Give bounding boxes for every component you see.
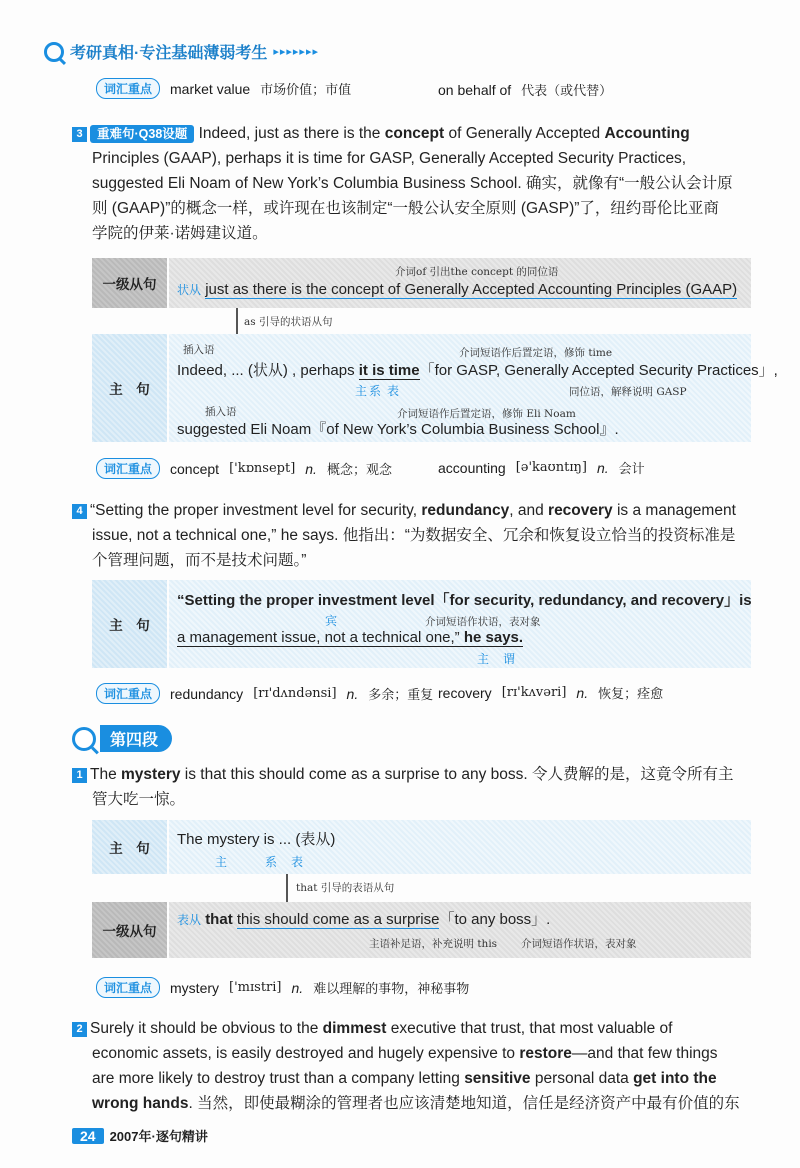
sentence-number: 1 — [72, 768, 87, 783]
sentence-2 — [72, 1016, 762, 1116]
text: Indeed, just as there is the — [198, 125, 385, 142]
text: , and — [509, 502, 549, 519]
clause-line — [177, 629, 523, 646]
keyword: Accounting — [604, 125, 690, 142]
vocab-tag: 词汇重点 — [96, 977, 160, 998]
vocab-line-2 — [96, 458, 392, 479]
connector-line — [286, 874, 288, 902]
text-line: 则 (GAAP)”的概念一样，或许现在也该制定“一般公认安全原则 (GASP)”了，纽约哥伦比亚商 — [92, 200, 719, 217]
text-line: issue, not a technical one,” he says. 他指出：“为数据安全、冗余和恢复设立恰当的投资标准是 — [92, 527, 736, 544]
clause-label: 一级从句 — [92, 258, 167, 308]
text: 「to any boss」. — [439, 911, 551, 928]
vocab-tag: 词汇重点 — [96, 78, 160, 99]
text: “Setting the proper investment level for security, — [90, 502, 422, 519]
text-line: suggested Eli Noam of New York’s Columbia Business School. 确实，就像有“一般公认会计原 — [92, 175, 733, 192]
text: personal data — [530, 1070, 634, 1087]
vocab-line-3b — [438, 683, 663, 702]
core-phrase: he says. — [463, 629, 524, 646]
vocab-word: on behalf of — [438, 81, 512, 98]
clause-line: The mystery is ... (表从) — [177, 831, 336, 848]
sentence-number: 4 — [72, 504, 87, 519]
annotation: 介词短语作后置定语，修饰 time — [459, 347, 613, 359]
annotation: 介词短语作状语，表对象 — [425, 616, 541, 628]
clause-tag: 表从 — [177, 913, 202, 927]
vocab-def: 难以理解的事物，神秘事物 — [313, 982, 470, 997]
section-heading — [72, 725, 172, 752]
clause-label: 一级从句 — [92, 902, 167, 958]
text: . 当然，即使最糊涂的管理者也应该清楚地知道，信任是经济资产中最有价值的东 — [188, 1095, 740, 1112]
vocab-def: 市场价值；市值 — [260, 83, 352, 98]
difficulty-flag: 重难句·Q38设题 — [90, 125, 194, 143]
page-number: 24 — [72, 1128, 104, 1144]
vocab-word: market value — [170, 80, 251, 97]
vocab-tag: 词汇重点 — [96, 458, 160, 479]
vocab-def: 恢复；痊愈 — [598, 687, 664, 702]
vocab-word: accounting — [438, 459, 506, 476]
text-line: 管大吃一惊。 — [92, 791, 186, 808]
grammar-label: 宾 — [325, 614, 338, 628]
phonetic: [rɪ'kʌvəri] — [501, 685, 567, 700]
clause-content — [169, 820, 751, 874]
grammar-label: 表 — [291, 855, 304, 869]
clause-content — [169, 580, 751, 668]
annotation: 同位语，解释说明 GASP — [569, 386, 687, 398]
core-phrase: this should come as a surprise — [236, 911, 440, 928]
annotation: 插入语 — [205, 406, 237, 418]
text: Surely it should be obvious to the — [90, 1020, 323, 1037]
grammar-label: 主 — [355, 384, 368, 398]
search-logo-icon — [72, 727, 96, 751]
grammar-label: 系 — [265, 855, 278, 869]
vocab-word: concept — [170, 460, 220, 477]
sentence-4 — [72, 498, 762, 573]
grammar-label: 系 — [369, 384, 382, 398]
text-line: 个管理问题，而不是技术问题。” — [92, 552, 307, 569]
sentence-number: 2 — [72, 1022, 87, 1037]
keyword: concept — [384, 125, 445, 142]
clause-content — [169, 334, 778, 442]
connector-line — [236, 308, 238, 334]
keyword: restore — [519, 1045, 572, 1062]
grammar-label: 谓 — [503, 652, 516, 666]
core-phrase: it is time — [358, 362, 420, 379]
text: 「for GASP, Generally Accepted Security Practices」, — [419, 362, 778, 379]
page-footer — [72, 1126, 208, 1145]
phonetic: ['kɒnsept] — [229, 461, 296, 476]
search-logo-icon — [44, 42, 64, 62]
clause-text: just as there is the concept of Generally Accepted Accounting Principles (GAAP) — [205, 281, 738, 298]
phonetic: ['mɪstri] — [229, 980, 282, 995]
phonetic: [rɪ'dʌndənsi] — [253, 686, 337, 701]
vocab-tag: 词汇重点 — [96, 683, 160, 704]
part-of-speech: n. — [291, 979, 304, 996]
text: are more likely to destroy trust than a company letting — [92, 1070, 465, 1087]
annotation: 介词短语作状语，表对象 — [521, 938, 637, 950]
text: of Generally Accepted — [444, 125, 605, 142]
clause-label: 主 句 — [92, 334, 167, 442]
annotation: 插入语 — [183, 344, 215, 356]
grammar-label: 表 — [387, 384, 400, 398]
grammar-label: 主 — [215, 855, 228, 869]
vocab-line-4 — [96, 977, 469, 998]
keyword: redundancy — [421, 502, 510, 519]
text: a management issue, not a technical one,” — [177, 629, 464, 646]
text: Indeed, ... (状从) , perhaps — [177, 362, 359, 379]
annotation: as 引导的状语从句 — [244, 316, 333, 328]
section-title: 第四段 — [100, 725, 172, 752]
vocab-line-3 — [96, 683, 433, 704]
clause-content — [169, 902, 751, 958]
part-of-speech: n. — [346, 685, 359, 702]
annotation: 介词of 引出the concept 的同位语 — [395, 266, 559, 278]
clause-line: suggested Eli Noam『of New York’s Columbia Business School』. — [177, 421, 619, 438]
footer-title: 2007年·逐句精讲 — [109, 1129, 208, 1144]
annotation: 介词短语作后置定语，修饰 Eli Noam — [397, 408, 576, 420]
vocab-word: recovery — [438, 684, 492, 701]
keyword: recovery — [548, 502, 613, 519]
text: —and that few things — [571, 1045, 718, 1062]
clause-label: 主 句 — [92, 580, 167, 668]
text: is that this should come as a surprise to any boss. 令人费解的是，这竟令所有主 — [180, 766, 734, 783]
vocab-word: redundancy — [170, 685, 244, 702]
clause-line — [177, 281, 737, 298]
text: is a management — [612, 502, 736, 519]
vocab-line-2b — [438, 458, 645, 477]
clause-line — [177, 908, 550, 929]
text: executive that trust, that most valuable of — [386, 1020, 673, 1037]
part-of-speech: n. — [305, 460, 317, 477]
header-arrows: ▸▸▸▸▸▸▸ — [273, 46, 319, 58]
keyword: mystery — [121, 766, 181, 783]
part-of-speech: n. — [576, 684, 589, 701]
annotation: that 引导的表语从句 — [296, 882, 395, 894]
text-line: 学院的伊莱·诺姆建议道。 — [92, 225, 268, 242]
sentence-number: 3 — [72, 127, 87, 142]
sentence-1 — [72, 762, 762, 812]
text: that — [205, 911, 237, 928]
vocab-def: 多余；重复 — [368, 688, 434, 703]
vocab-word: mystery — [170, 979, 220, 996]
clause-line — [177, 359, 778, 380]
annotation: 主语补足语，补充说明 this — [369, 938, 498, 950]
text: The — [90, 766, 122, 783]
vocab-line-1 — [96, 78, 351, 99]
vocab-def: 代表（或代替） — [521, 84, 613, 99]
part-of-speech: n. — [596, 459, 609, 476]
page-header — [44, 40, 319, 63]
header-title: 考研真相·专注基础薄弱考生 — [70, 45, 268, 62]
text-line: Principles (GAAP), perhaps it is time for GASP, Generally Accepted Security Practices, — [92, 150, 687, 167]
text: economic assets, is easily destroyed and hugely expensive to — [92, 1045, 520, 1062]
vocab-def: 概念；观念 — [326, 463, 392, 478]
sentence-3 — [72, 121, 762, 246]
clause-label: 主 句 — [92, 820, 167, 874]
keyword: get into the — [633, 1070, 717, 1087]
clause-content — [169, 258, 751, 308]
vocab-line-1b — [438, 80, 612, 99]
grammar-label: 主 — [477, 652, 490, 666]
clause-tag: 状从 — [177, 283, 202, 297]
clause-line: “Setting the proper investment level「for security, redundancy, and recovery」is — [177, 592, 752, 609]
keyword: dimmest — [322, 1020, 387, 1037]
keyword: wrong hands — [92, 1095, 189, 1112]
phonetic: [ə'kaʊntɪŋ] — [515, 460, 587, 475]
keyword: sensitive — [464, 1070, 531, 1087]
vocab-def: 会计 — [618, 462, 645, 477]
